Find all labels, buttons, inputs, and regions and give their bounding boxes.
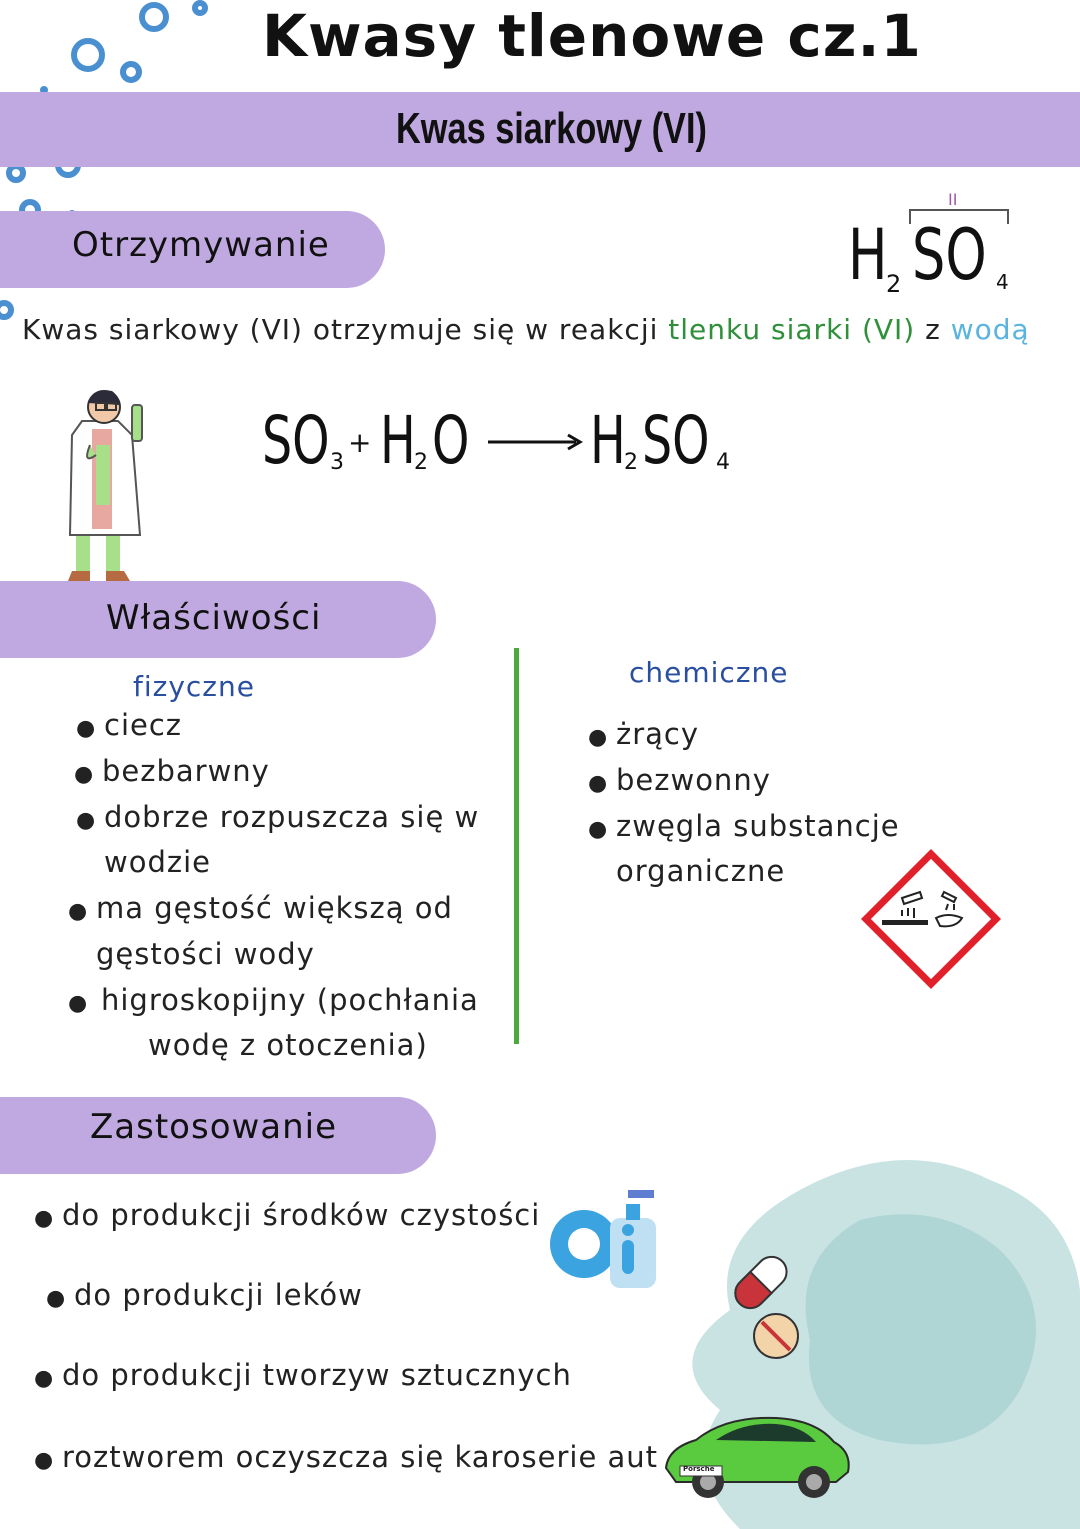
reactant-water: wodą	[950, 313, 1030, 346]
formula-h2so4	[848, 190, 1028, 300]
bullet: ●	[588, 771, 608, 796]
eq-product-sub-2: 2	[624, 450, 638, 475]
eq-so: SO	[262, 402, 330, 479]
physical-item: higroskopijny (pochłania	[101, 983, 479, 1017]
physical-item-continuation: wodę z otoczenia)	[148, 1028, 428, 1062]
eq-plus: +	[348, 426, 372, 459]
use-item: do produkcji tworzyw sztucznych	[62, 1358, 572, 1392]
physical-item-continuation: gęstości wody	[96, 937, 315, 971]
formula-h: H	[848, 214, 888, 296]
use-item: roztworem oczyszcza się karoserie aut	[62, 1440, 659, 1474]
uses-heading: Zastosowanie	[90, 1107, 338, 1147]
obtaining-sentence	[22, 313, 1030, 346]
subtitle: Kwas siarkowy (VI)	[396, 104, 707, 153]
column-divider	[514, 648, 519, 1044]
bullet: ●	[588, 817, 608, 842]
eq-product-so: SO	[642, 402, 710, 479]
sentence-connector: z	[915, 313, 951, 346]
eq-h: H	[380, 402, 416, 479]
physical-item: ma gęstość większą od	[96, 891, 453, 925]
bullet: ●	[68, 899, 88, 924]
reaction-arrow	[486, 432, 586, 452]
car-plate-text: Porsche	[683, 1465, 715, 1473]
chemical-item: żrący	[616, 717, 700, 751]
physical-label: fizyczne	[133, 670, 255, 703]
eq-product-sub-4: 4	[716, 450, 730, 475]
chemical-item: zwęgla substancje	[616, 809, 900, 843]
bullet: ●	[588, 725, 608, 750]
valence-label: II	[948, 190, 958, 209]
bullet: ●	[74, 762, 94, 787]
bullet: ●	[34, 1448, 54, 1473]
chemical-item: bezwonny	[616, 763, 771, 797]
bullet: ●	[68, 991, 88, 1016]
eq-o: O	[432, 402, 470, 479]
bullet: ●	[34, 1206, 54, 1231]
page-title: Kwasy tlenowe cz.1	[262, 2, 922, 70]
cleaning-products-icon	[548, 1186, 668, 1296]
properties-heading: Właściwości	[106, 598, 322, 638]
physical-item: bezbarwny	[102, 754, 270, 788]
physical-item: ciecz	[104, 708, 183, 742]
eq-product-h: H	[590, 402, 626, 479]
formula-sub-4: 4	[996, 270, 1009, 294]
bullet: ●	[76, 808, 96, 833]
formula-sub-2: 2	[886, 270, 902, 298]
use-item: do produkcji leków	[74, 1278, 363, 1312]
bullet: ●	[34, 1366, 54, 1391]
scientist-illustration	[62, 385, 162, 595]
reactant-sulfur-trioxide: tlenku siarki (VI)	[668, 313, 916, 346]
bullet: ●	[46, 1286, 66, 1311]
chemical-item-continuation: organiczne	[616, 854, 786, 888]
formula-so: SO	[912, 214, 987, 296]
physical-item: dobrze rozpuszcza się w	[104, 800, 480, 834]
green-car-illustration	[656, 1408, 856, 1502]
eq-sub-3: 3	[330, 450, 344, 475]
bullet: ●	[76, 716, 96, 741]
obtaining-heading: Otrzymywanie	[72, 225, 330, 265]
physical-item-continuation: wodzie	[104, 845, 211, 879]
chemical-label: chemiczne	[629, 656, 789, 689]
corrosive-hazard-icon	[858, 846, 1004, 992]
sentence-start: Kwas siarkowy (VI) otrzymuje się w reakcji	[22, 313, 669, 346]
eq-sub-2: 2	[414, 450, 428, 475]
pills-icon	[716, 1246, 816, 1366]
reaction-equation	[262, 402, 762, 492]
use-item: do produkcji środków czystości	[62, 1198, 541, 1232]
